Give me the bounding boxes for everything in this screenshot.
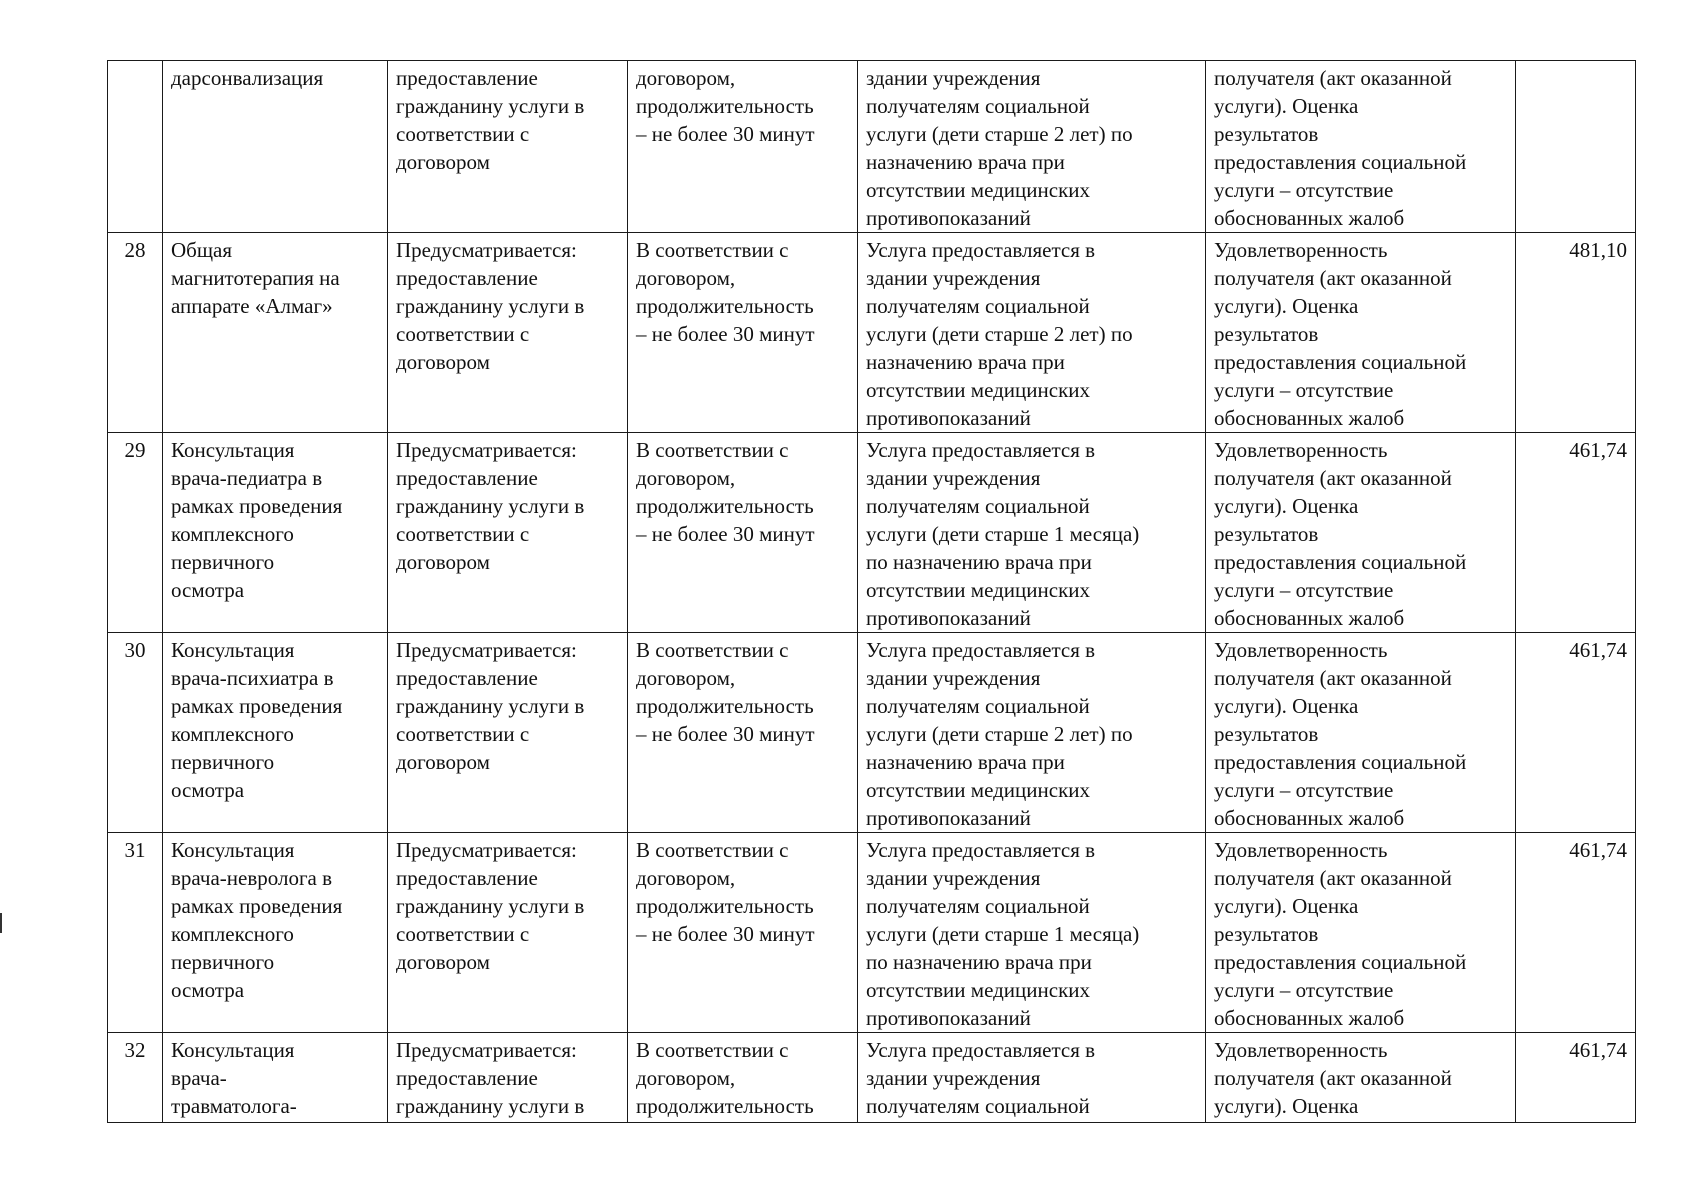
service-term: В соответствии с договором, продолжительность – не более 30 минут [628, 833, 858, 1033]
row-number: 29 [108, 433, 163, 633]
service-term: договором, продолжительность – не более 30 минут [628, 61, 858, 233]
service-name: Консультация врача-психиатра в рамках проведения комплексного первичного осмотра [163, 633, 388, 833]
service-conditions: Услуга предоставляется в здании учреждения получателям социальной услуги (дети старше 2 лет) по назначению врача при отсутствии медицинских противопоказаний [858, 633, 1206, 833]
row-number [108, 61, 163, 233]
service-evaluation: Удовлетворенность получателя (акт оказанной услуги). Оценка [1206, 1033, 1516, 1123]
service-price: 461,74 [1516, 633, 1636, 833]
service-conditions: Услуга предоставляется в здании учреждения получателям социальной услуги (дети старше 2 лет) по назначению врача при отсутствии медицинских противопоказаний [858, 233, 1206, 433]
table-row [108, 433, 1636, 633]
table-row [108, 233, 1636, 433]
service-price: 461,74 [1516, 433, 1636, 633]
service-term: В соответствии с договором, продолжительность – не более 30 минут [628, 233, 858, 433]
service-evaluation: Удовлетворенность получателя (акт оказанной услуги). Оценка результатов предоставления социальной услуги – отсутствие обоснованных жалоб [1206, 833, 1516, 1033]
service-name: Общая магнитотерапия на аппарате «Алмаг» [163, 233, 388, 433]
service-price: 461,74 [1516, 833, 1636, 1033]
table-row [108, 833, 1636, 1033]
service-name: Консультация врача-педиатра в рамках проведения комплексного первичного осмотра [163, 433, 388, 633]
service-content: предоставление гражданину услуги в соответствии с договором [388, 61, 628, 233]
row-number: 28 [108, 233, 163, 433]
service-name: Консультация врача- травматолога- [163, 1033, 388, 1123]
service-conditions: Услуга предоставляется в здании учреждения получателям социальной услуги (дети старше 1 месяца) по назначению врача при отсутствии медицинских противопоказаний [858, 433, 1206, 633]
service-content: Предусматривается: предоставление гражданину услуги в соответствии с договором [388, 833, 628, 1033]
service-conditions: Услуга предоставляется в здании учреждения получателям социальной услуги (дети старше 1 месяца) по назначению врача при отсутствии медицинских противопоказаний [858, 833, 1206, 1033]
service-price: 461,74 [1516, 1033, 1636, 1123]
row-number: 31 [108, 833, 163, 1033]
service-evaluation: Удовлетворенность получателя (акт оказанной услуги). Оценка результатов предоставления социальной услуги – отсутствие обоснованных жалоб [1206, 633, 1516, 833]
service-price: 481,10 [1516, 233, 1636, 433]
service-term: В соответствии с договором, продолжительность – не более 30 минут [628, 433, 858, 633]
service-content: Предусматривается: предоставление гражданину услуги в [388, 1033, 628, 1123]
service-evaluation: Удовлетворенность получателя (акт оказанной услуги). Оценка результатов предоставления социальной услуги – отсутствие обоснованных жалоб [1206, 233, 1516, 433]
service-content: Предусматривается: предоставление гражданину услуги в соответствии с договором [388, 233, 628, 433]
service-price [1516, 61, 1636, 233]
table-row [108, 61, 1636, 233]
service-evaluation: получателя (акт оказанной услуги). Оценка результатов предоставления социальной услуги – отсутствие обоснованных жалоб [1206, 61, 1516, 233]
service-evaluation: Удовлетворенность получателя (акт оказанной услуги). Оценка результатов предоставления социальной услуги – отсутствие обоснованных жалоб [1206, 433, 1516, 633]
services-table [107, 60, 1636, 1123]
service-content: Предусматривается: предоставление гражданину услуги в соответствии с договором [388, 433, 628, 633]
service-name: Консультация врача-невролога в рамках проведения комплексного первичного осмотра [163, 833, 388, 1033]
service-content: Предусматривается: предоставление гражданину услуги в соответствии с договором [388, 633, 628, 833]
service-term: В соответствии с договором, продолжительность [628, 1033, 858, 1123]
service-term: В соответствии с договором, продолжительность – не более 30 минут [628, 633, 858, 833]
scan-margin-mark [0, 913, 2, 933]
service-name: дарсонвализация [163, 61, 388, 233]
table-row [108, 633, 1636, 833]
service-conditions: Услуга предоставляется в здании учреждения получателям социальной [858, 1033, 1206, 1123]
row-number: 32 [108, 1033, 163, 1123]
table-row [108, 1033, 1636, 1123]
service-conditions: здании учреждения получателям социальной услуги (дети старше 2 лет) по назначению врача при отсутствии медицинских противопоказаний [858, 61, 1206, 233]
row-number: 30 [108, 633, 163, 833]
